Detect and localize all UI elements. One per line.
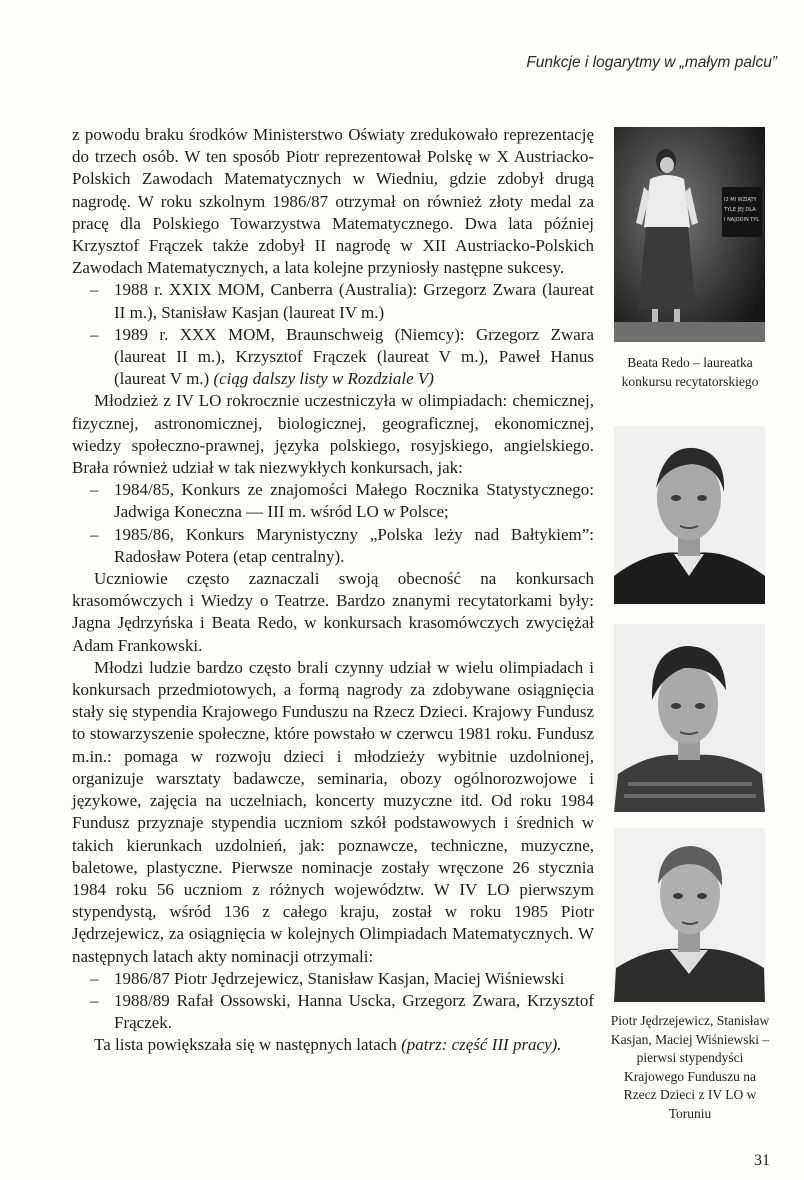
portrait-3-image <box>614 828 765 1002</box>
main-text <box>72 124 594 1057</box>
list-item: – 1988 r. XXIX MOM, Canberra (Australia): Grzegorz Zwara (laureat II m.), Stanisław Kasjan (laureat IV m.) <box>72 279 594 323</box>
portrait-photo-1 <box>614 426 765 604</box>
portrait-photo-2 <box>614 624 765 812</box>
portrait-photo-3 <box>614 828 765 1002</box>
svg-text:TYLE JEJ DLA: TYLE JEJ DLA <box>724 207 756 213</box>
paragraph-5 <box>72 1034 594 1056</box>
contests-list <box>72 479 594 568</box>
portrait-1-image <box>614 426 765 604</box>
paragraph-2: Młodzież z IV LO rokrocznie uczestniczyła w olimpiadach: chemicznej, fizycznej, astronomicznej, biologicznej, geograficznej, ekonomicznej, wiedzy społeczno-prawnej, języka polskiego, rosyjskiego, angielskiego. Brała również udział w tak niezwykłych konkursach, jak: <box>72 391 594 478</box>
scholars-photo-caption: Piotr Jędrzejewicz, Stanisław Kasjan, Maciej Wiśniewski – pierwsi stypendyści Krajowego Funduszu na Rzecz Dzieci z IV LO w Toruniu <box>610 1013 770 1121</box>
olympiad-results-list <box>72 279 594 390</box>
scholarship-list <box>72 968 594 1035</box>
recitation-photo <box>614 127 765 342</box>
paragraph-4: Młodzi ludzie bardzo często brali czynny udział w wielu olimpiadach i konkursach przedmiotowych, a formą nagrody za zdobywane osiągnięcia stały się stypendia Krajowego Funduszu na Rzecz Dzieci. Krajowy Fundusz to stowarzyszenie społeczne, które powstało w czerwcu 1981 roku. Fundusz m.in.: pomaga w rozwoju dzieci i młodzieży wybitnie uzdolnionej, organizuje warsztaty badawcze, seminaria, obozy ogólnorozwojowe i językowe, zajęcia na uczelniach, koncerty muzyczne itd. Od roku 1984 Fundusz przyznaje stypendia uczniom szkół podstawowych i średnich w takich kierunkach uzdolnień, jak: poznawcze, techniczne, muzyczne, baletowe, plastyczne. Pierwsze nominacje zostały wręczone 26 stycznia 1984 roku 56 uczniom z różnych województw. W IV LO pierwszym stypendystą, wśród 136 z całego kraju, został w roku 1985 Piotr Jędrzejewicz, za osiągnięcia w kolejnych Olimpiadach Matematycznych. W następnych latach akty nominacji otrzymali: <box>72 657 594 966</box>
svg-text:I2 MI WZIĄTY: I2 MI WZIĄTY <box>724 197 757 203</box>
svg-text:I NAJODIN TYL: I NAJODIN TYL <box>724 217 760 223</box>
list-item: – 1988/89 Rafał Ossowski, Hanna Uscka, Grzegorz Zwara, Krzysztof Frączek. <box>72 990 594 1034</box>
portrait-2-image <box>614 624 765 812</box>
list-item: – 1984/85, Konkurs ze znajomości Małego Rocznika Statystycznego: Jadwiga Koneczna — III m. wśród LO w Polsce; <box>72 479 594 523</box>
paragraph-5-reference: (patrz: część III pracy). <box>401 1035 562 1055</box>
recitation-photo-caption: Beata Redo – laureatka konkursu recytatorskiego <box>621 355 759 389</box>
paragraph-3: Uczniowie często zaznaczali swoją obecność na konkursach krasomówczych i Wiedzy o Teatrze. Bardzo znanymi recytatorkami były: Jagna Jędrzyńska i Beata Redo, w konkursach krasomówczych zwyciężał Adam Frankowski. <box>72 569 594 655</box>
running-header: Funkcje i logarytmy w „małym palcu” <box>526 54 777 71</box>
recitation-photo-image <box>614 127 765 342</box>
continuation-note: (ciąg dalszy listy w Rozdziale V) <box>213 369 434 389</box>
list-item: – 1986/87 Piotr Jędrzejewicz, Stanisław Kasjan, Maciej Wiśniewski <box>72 968 594 990</box>
list-item <box>72 324 594 391</box>
list-item-text: 1989 r. XXX MOM, Braunschweig (Niemcy): Grzegorz Zwara (laureat II m.), Krzysztof Frączek (laureat V m.), Paweł Hanus (laureat V m.) <box>114 324 594 389</box>
paragraph-5-text: Ta lista powiększała się w następnych latach <box>94 1035 397 1055</box>
list-item: – 1985/86, Konkurs Marynistyczny „Polska leży nad Bałtykiem”: Radosław Potera (etap centralny). <box>72 524 594 568</box>
page-number: 31 <box>754 1152 770 1169</box>
paragraph-1: z powodu braku środków Ministerstwo Oświaty zredukowało reprezentację do trzech osób. W ten sposób Piotr reprezentował Polskę w X Austriacko-Polskich Zawodach Matematycznych w Wiedniu, gdzie zdobył drugą nagrodę. W roku szkolnym 1986/87 otrzymał on również złoty medal za pracę dla Polskiego Towarzystwa Matematycznego. Dwa lata później Krzysztof Frączek także zdobył II nagrodę w XII Austriacko-Polskich Zawodach Matematycznych, a lata kolejne przyniosły następne sukcesy. <box>72 125 594 278</box>
